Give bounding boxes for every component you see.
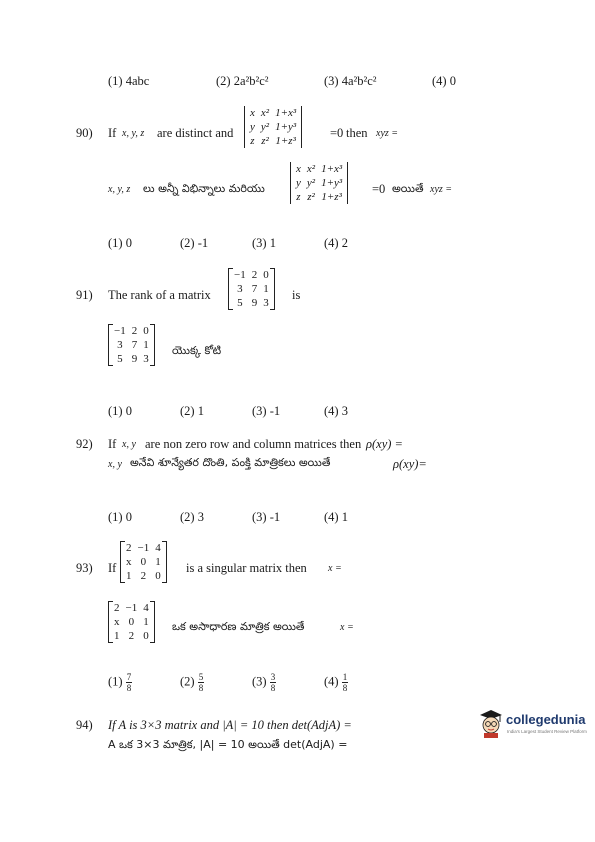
matrix-cell: 7: [131, 339, 138, 351]
matrix-cell: 3: [143, 353, 149, 365]
q90-te-eq: =0: [372, 182, 386, 196]
q91-te-matrix: [108, 324, 155, 366]
matrix-cell: 0: [128, 616, 135, 628]
matrix-cell: 0: [263, 269, 269, 281]
q92-te-vars: x, y: [108, 459, 122, 470]
q93-matrix: [120, 541, 167, 583]
matrix-cell: 1: [155, 556, 161, 568]
matrix-cell: 1+x³: [275, 107, 297, 119]
matrix-cell: 2: [251, 269, 258, 281]
matrix-cell: 7: [251, 283, 258, 295]
q92-option-3: (3) -1: [252, 510, 281, 524]
q92-te-expr: ρ(xy)=: [393, 457, 427, 471]
q89-option-3: (3) 4a²b²c²: [324, 74, 377, 88]
q89-option-2: (2) 2a²b²c²: [216, 74, 269, 88]
matrix-cell: 4: [143, 602, 149, 614]
matrix-row: [123, 555, 164, 569]
q90-ask: xyz =: [376, 128, 399, 139]
matrix-cell: 1+x³: [321, 163, 343, 175]
matrix-row: [111, 615, 152, 629]
matrix-cell: 0: [143, 325, 149, 337]
matrix-cell: −1: [125, 602, 138, 614]
matrix-row: [111, 629, 152, 643]
matrix-row: [123, 569, 164, 583]
matrix-row: [231, 296, 272, 310]
q94-te-line: A ఒక 3×3 మాత్రిక, |A| = 10 అయితే det(AdjA) =: [108, 738, 348, 751]
q91-matrix: [228, 268, 275, 310]
q93-te-text: ఒక అసాధారణ మాత్రిక అయితే: [172, 620, 305, 633]
q89-option-1: (1) 4abc: [108, 74, 150, 88]
q90-te-ask: xyz =: [430, 184, 453, 195]
logo-brand: collegedunia: [506, 712, 586, 727]
q90-option-3: (3) 1: [252, 236, 276, 250]
matrix-cell: x²: [306, 163, 316, 175]
matrix-cell: 2: [140, 570, 147, 582]
q93-option-2: (2) $\frac{5}{8}$: [180, 672, 204, 693]
matrix-cell: 9: [251, 297, 258, 309]
matrix-cell: 0: [143, 630, 149, 642]
q93-ask: x =: [328, 563, 342, 574]
matrix-cell: 3: [237, 283, 243, 295]
q91-option-4: (4) 3: [324, 404, 348, 418]
matrix-row: [231, 268, 272, 282]
matrix-row: [247, 134, 299, 148]
q92-vars: x, y: [122, 439, 136, 450]
q90-mid: are distinct and: [157, 126, 234, 140]
fraction: $\frac{3}{8}$: [270, 672, 276, 693]
q92-prefix: If: [108, 437, 117, 451]
matrix-cell: 4: [155, 542, 161, 554]
matrix-cell: 1: [143, 339, 149, 351]
matrix-cell: 1+z³: [275, 135, 296, 147]
matrix-cell: 1+y³: [275, 121, 297, 133]
q91-suffix: is: [292, 288, 301, 302]
matrix-cell: 2: [126, 542, 132, 554]
matrix-cell: 0: [155, 570, 161, 582]
matrix-row: [111, 324, 152, 338]
matrix-cell: 3: [263, 297, 269, 309]
matrix-cell: x: [296, 163, 301, 175]
matrix-cell: 1+y³: [321, 177, 343, 189]
matrix-cell: −1: [114, 325, 126, 337]
q90-option-1: (1) 0: [108, 236, 132, 250]
matrix-cell: 0: [140, 556, 147, 568]
q90-vars: x, y, z: [122, 128, 145, 139]
matrix-cell: 2: [131, 325, 138, 337]
matrix-cell: 1: [114, 630, 120, 642]
q92-option-1: (1) 0: [108, 510, 132, 524]
q92-expr: ρ(xy) =: [366, 437, 403, 451]
matrix-row: [111, 601, 152, 615]
matrix-row: [293, 176, 345, 190]
fraction: $\frac{7}{8}$: [126, 672, 132, 693]
matrix-cell: z²: [307, 191, 315, 203]
matrix-row: [293, 162, 345, 176]
matrix-cell: y²: [260, 121, 270, 133]
q90-te-vars: x, y, z: [108, 184, 131, 195]
q90-eq: =0: [330, 126, 344, 140]
q91-option-2: (2) 1: [180, 404, 204, 418]
q90-prefix: If: [108, 126, 117, 140]
q91-number: 91): [76, 288, 93, 302]
q90-te-determinant: [290, 162, 348, 204]
q93-text: is a singular matrix then: [186, 561, 307, 575]
q91-te-suffix: యొక్క కోటి: [172, 344, 222, 357]
q93-te-ask: x =: [340, 622, 354, 633]
matrix-cell: 5: [237, 297, 243, 309]
matrix-cell: x: [114, 616, 120, 628]
matrix-row: [293, 190, 345, 204]
matrix-row: [231, 282, 272, 296]
matrix-cell: 1: [143, 616, 149, 628]
q93-option-4: (4) $\frac{1}{8}$: [324, 672, 348, 693]
matrix-cell: y²: [306, 177, 316, 189]
matrix-cell: y: [296, 177, 301, 189]
q92-number: 92): [76, 437, 93, 451]
matrix-cell: z: [296, 191, 301, 203]
matrix-cell: z²: [261, 135, 269, 147]
matrix-row: [247, 120, 299, 134]
q92-text: are non zero row and column matrices then: [145, 437, 362, 451]
matrix-cell: −1: [137, 542, 150, 554]
q91-option-3: (3) -1: [252, 404, 281, 418]
q93-number: 93): [76, 561, 93, 575]
matrix-cell: 1: [263, 283, 269, 295]
q90-number: 90): [76, 126, 93, 140]
collegedunia-logo: [474, 706, 594, 742]
matrix-cell: x: [250, 107, 255, 119]
logo-tagline: India's Largest Student Review Platform: [507, 729, 587, 734]
matrix-cell: 2: [114, 602, 120, 614]
q94-en-line: If A is 3×3 matrix and |A| = 10 then det(AdjA) =: [108, 718, 352, 732]
q89-option-4: (4) 0: [432, 74, 456, 88]
matrix-row: [111, 352, 152, 366]
matrix-cell: 2: [128, 630, 135, 642]
matrix-cell: 3: [117, 339, 123, 351]
q94-number: 94): [76, 718, 93, 732]
q90-te-prefix: లు అన్నీ విభిన్నాలు మరియు: [143, 182, 265, 195]
matrix-cell: −1: [234, 269, 246, 281]
q90-option-2: (2) -1: [180, 236, 209, 250]
q92-option-2: (2) 3: [180, 510, 204, 524]
matrix-cell: x²: [260, 107, 270, 119]
q90-then: then: [346, 126, 368, 140]
matrix-cell: z: [250, 135, 255, 147]
q90-determinant: [244, 106, 302, 148]
matrix-cell: 5: [117, 353, 123, 365]
matrix-row: [123, 541, 164, 555]
q90-te-then: అయితే: [392, 182, 424, 195]
q91-prefix: The rank of a matrix: [108, 288, 211, 302]
q90-option-4: (4) 2: [324, 236, 348, 250]
q93-te-matrix: [108, 601, 155, 643]
matrix-cell: 1+z³: [321, 191, 342, 203]
matrix-row: [111, 338, 152, 352]
q91-option-1: (1) 0: [108, 404, 132, 418]
graduate-mascot-icon: [478, 708, 504, 738]
fraction: $\frac{5}{8}$: [198, 672, 204, 693]
q92-option-4: (4) 1: [324, 510, 348, 524]
matrix-cell: x: [126, 556, 132, 568]
fraction: $\frac{1}{8}$: [342, 672, 348, 693]
matrix-row: [247, 106, 299, 120]
q92-te-text: అనేవి శూన్యేతర దొంతి, పంక్తి మాత్రికలు అయితే: [130, 456, 331, 469]
q93-option-1: (1) $\frac{7}{8}$: [108, 672, 132, 693]
q93-prefix: If: [108, 561, 117, 575]
matrix-cell: y: [250, 121, 255, 133]
matrix-cell: 1: [126, 570, 132, 582]
matrix-cell: 9: [131, 353, 138, 365]
q93-option-3: (3) $\frac{3}{8}$: [252, 672, 276, 693]
